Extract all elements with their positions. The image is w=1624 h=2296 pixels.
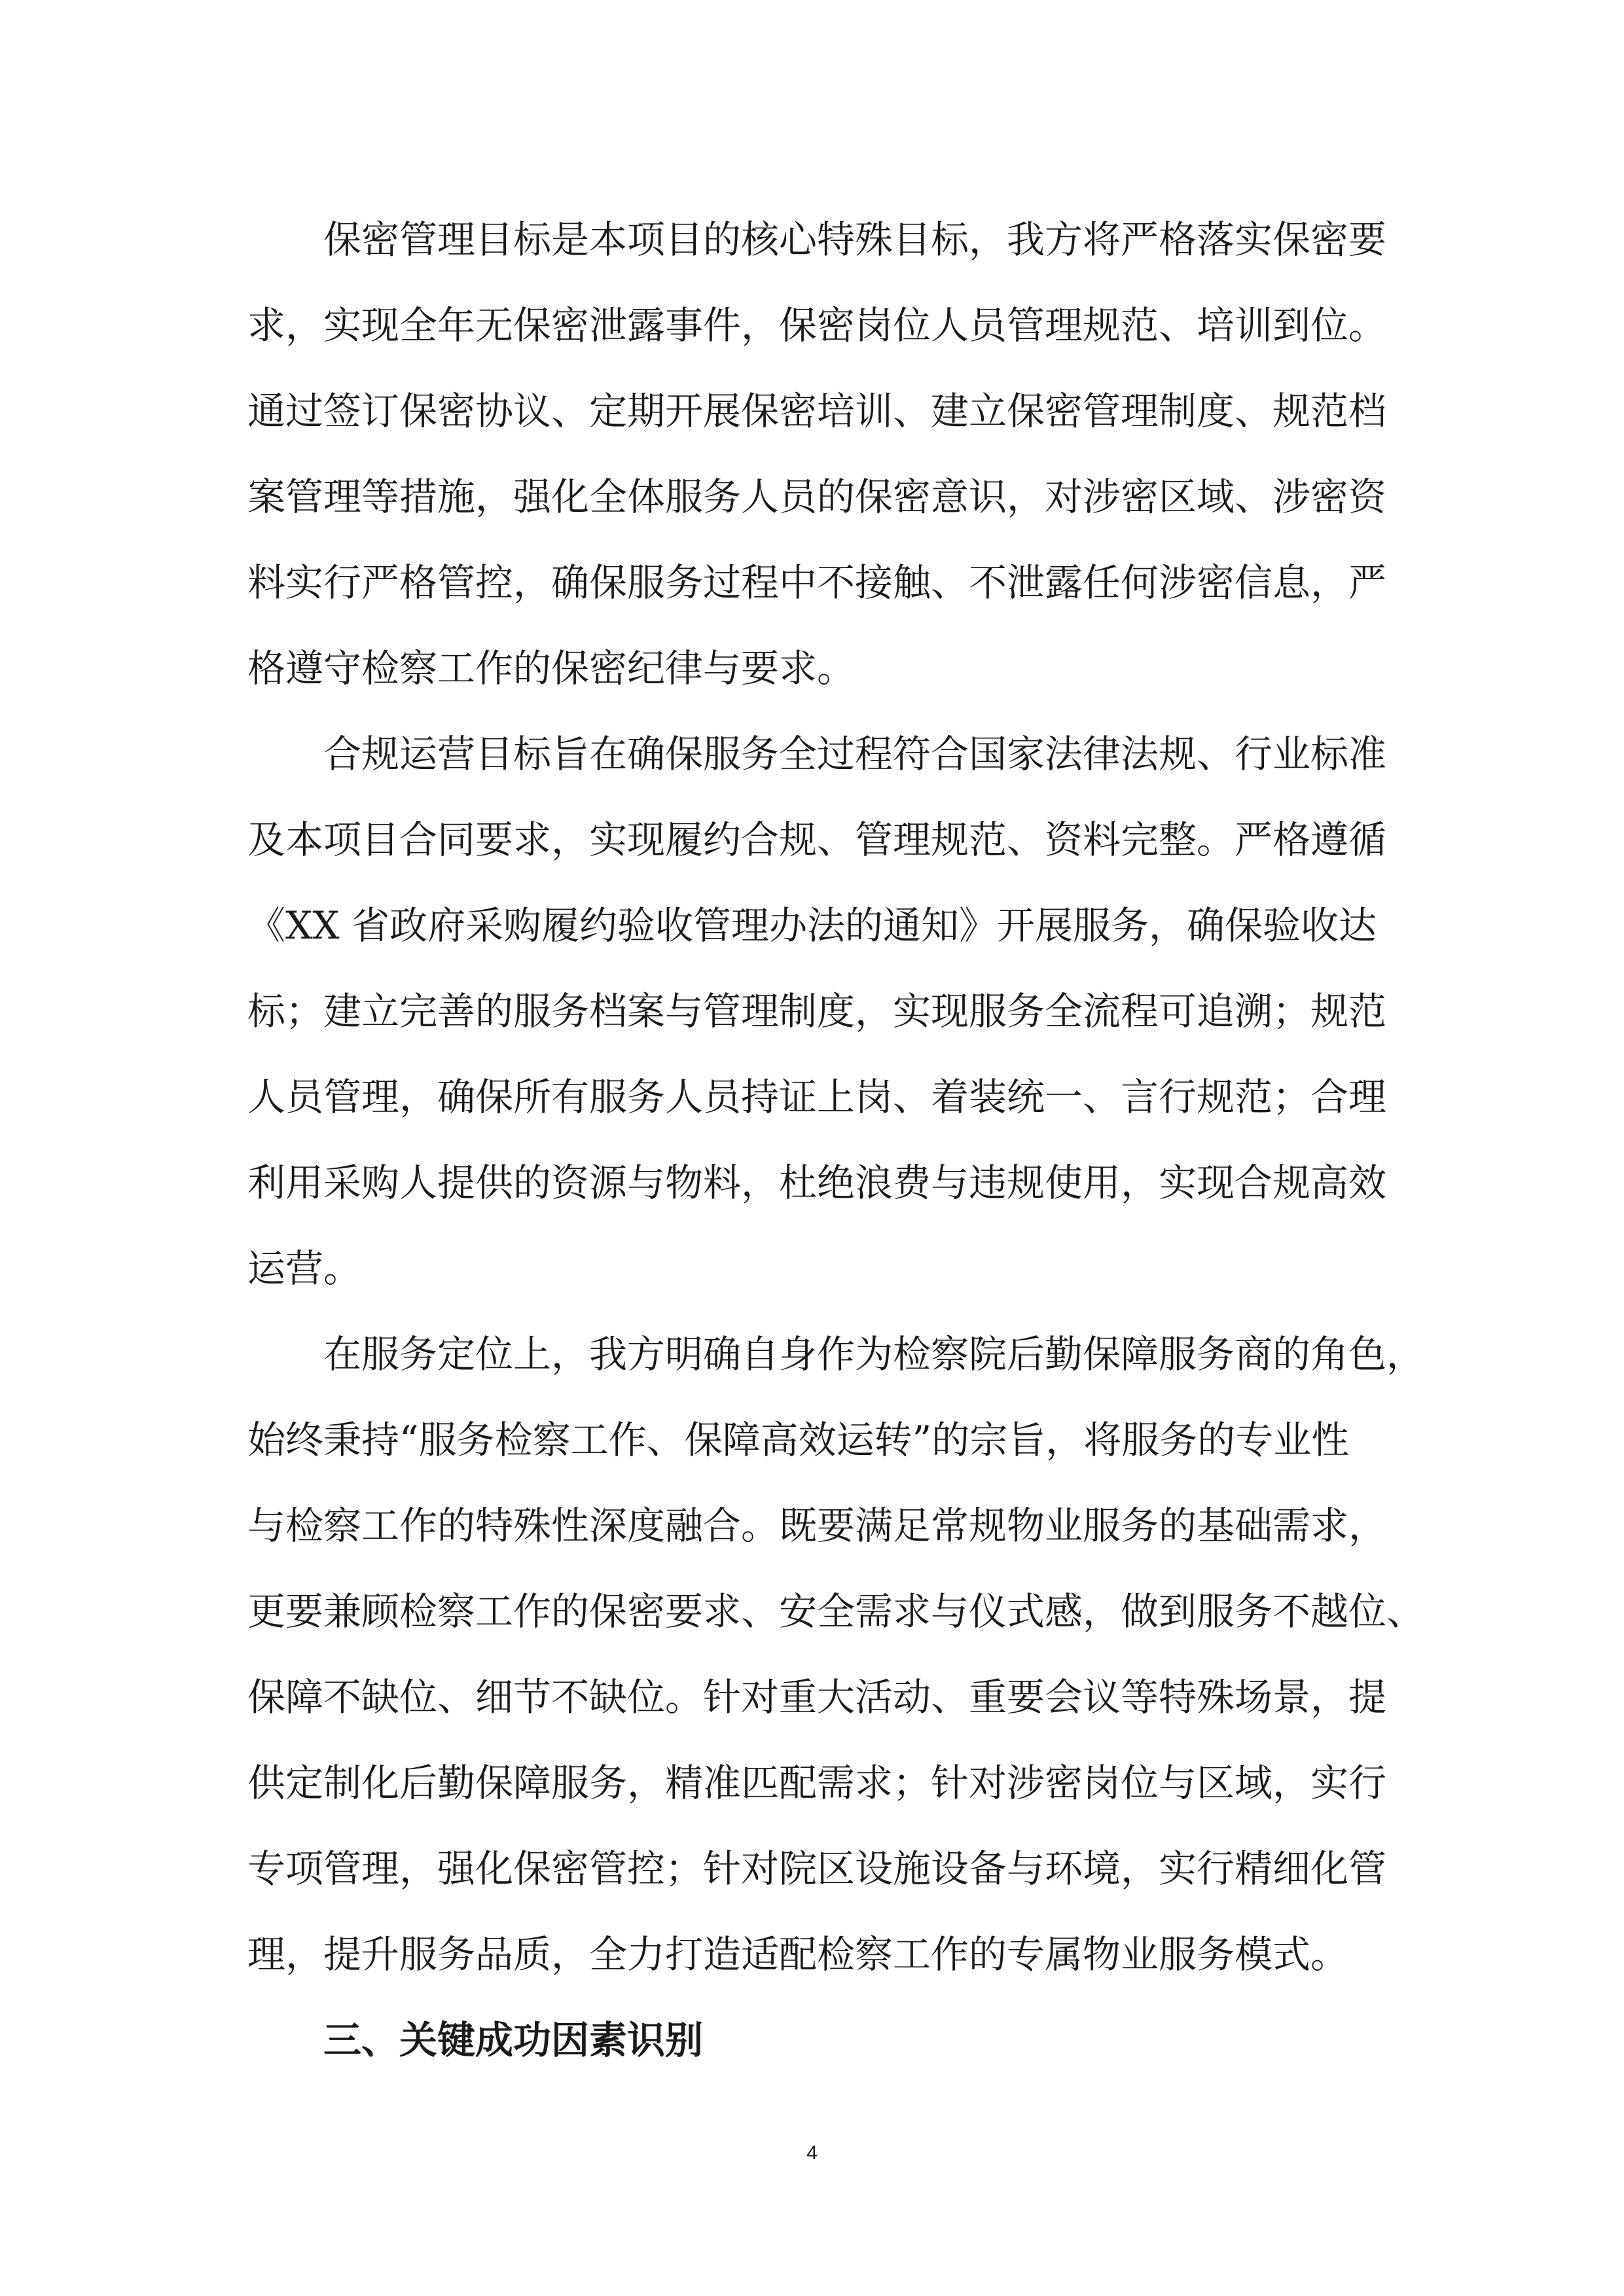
paragraph-positioning-line: 更要兼顾检察工作的保密要求、安全需求与仪式感，做到服务不越位、 <box>247 1589 1425 1634</box>
paragraph-positioning-line: 理，提升服务品质，全力打造适配检察工作的专属物业服务模式。 <box>247 1932 1349 1977</box>
paragraph-positioning-line: 在服务定位上，我方明确自身作为检察院后勤保障服务商的角色， <box>323 1332 1425 1376</box>
paragraph-confidentiality-line: 格遵守检察工作的保密纪律与要求。 <box>247 646 856 691</box>
paragraph-confidentiality-line: 料实行严格管控，确保服务过程中不接触、不泄露任何涉密信息，严 <box>247 560 1387 605</box>
paragraph-positioning-line: 专项管理，强化保密管控；针对院区设施设备与环境，实行精细化管 <box>247 1846 1387 1891</box>
paragraph-compliance-line: 标；建立完善的服务档案与管理制度，实现服务全流程可追溯；规范 <box>247 989 1387 1033</box>
page-number: 4 <box>806 2142 818 2164</box>
paragraph-positioning-line: 与检察工作的特殊性深度融合。既要满足常规物业服务的基础需求， <box>247 1503 1387 1548</box>
paragraph-compliance-line: 运营。 <box>247 1246 362 1291</box>
paragraph-confidentiality-line: 求，实现全年无保密泄露事件，保密岗位人员管理规范、培训到位。 <box>247 303 1387 348</box>
paragraph-positioning-line: 始终秉持“服务检察工作、保障高效运转”的宗旨，将服务的专业性 <box>247 1418 1350 1462</box>
paragraph-compliance-line: 《XX 省政府采购履约验收管理办法的通知》开展服务，确保验收达 <box>247 903 1377 948</box>
paragraph-positioning-line: 保障不缺位、细节不缺位。针对重大活动、重要会议等特殊场景，提 <box>247 1675 1387 1719</box>
paragraph-confidentiality-line: 通过签订保密协议、定期开展保密培训、建立保密管理制度、规范档 <box>247 389 1387 433</box>
paragraph-positioning-line: 供定制化后勤保障服务，精准匹配需求；针对涉密岗位与区域，实行 <box>247 1761 1387 1805</box>
paragraph-confidentiality-line: 保密管理目标是本项目的核心特殊目标，我方将严格落实保密要 <box>323 217 1387 262</box>
paragraph-compliance-line: 及本项目合同要求，实现履约合规、管理规范、资料完整。严格遵循 <box>247 817 1387 862</box>
paragraph-compliance-line: 利用采购人提供的资源与物料，杜绝浪费与违规使用，实现合规高效 <box>247 1160 1387 1205</box>
paragraph-confidentiality-line: 案管理等措施，强化全体服务人员的保密意识，对涉密区域、涉密资 <box>247 475 1387 519</box>
section-heading: 三、关键成功因素识别 <box>323 2018 704 2062</box>
paragraph-compliance-line: 合规运营目标旨在确保服务全过程符合国家法律法规、行业标准 <box>323 732 1387 776</box>
paragraph-compliance-line: 人员管理，确保所有服务人员持证上岗、着装统一、言行规范；合理 <box>247 1075 1387 1119</box>
